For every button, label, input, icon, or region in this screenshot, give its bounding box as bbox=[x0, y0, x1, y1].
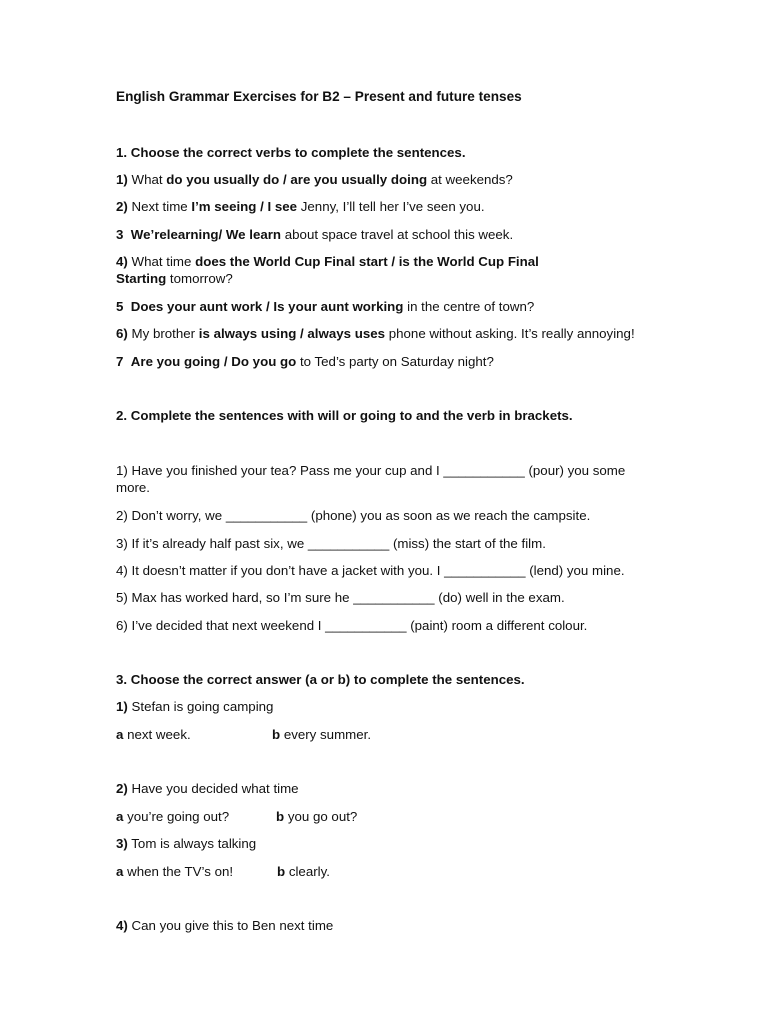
exercise-2-heading: 2. Complete the sentences with will or going to and the verb in brackets. bbox=[116, 408, 573, 423]
ex3-item-1-option-a: a next week. bbox=[116, 727, 191, 742]
ex3-item-2: 2) Have you decided what time bbox=[116, 781, 299, 796]
ex3-item-2-option-b: b you go out? bbox=[276, 809, 358, 824]
ex3-item-3: 3) Tom is always talking bbox=[116, 836, 257, 851]
ex3-item-4: 4) Can you give this to Ben next time bbox=[116, 918, 334, 933]
ex2-item-3: 3) If it’s already half past six, we ___________ (miss) the start of the film. bbox=[116, 536, 546, 551]
ex1-item-6: 6) My brother is always using / always uses phone without asking. It’s really annoying! bbox=[116, 326, 635, 341]
page-title: English Grammar Exercises for B2 – Present and future tenses bbox=[116, 89, 522, 104]
ex1-item-3: 3 We’relearning/ We learn about space travel at school this week. bbox=[116, 227, 514, 242]
ex2-item-6: 6) I’ve decided that next weekend I ___________ (paint) room a different colour. bbox=[116, 618, 588, 633]
ex2-item-2: 2) Don’t worry, we ___________ (phone) you as soon as we reach the campsite. bbox=[116, 508, 591, 523]
exercise-3-heading: 3. Choose the correct answer (a or b) to complete the sentences. bbox=[116, 672, 525, 687]
ex3-item-3-option-a: a when the TV’s on! bbox=[116, 864, 234, 879]
ex3-item-2-option-a: a you’re going out? bbox=[116, 809, 230, 824]
ex3-item-1: 1) Stefan is going camping bbox=[116, 699, 274, 714]
ex1-item-2: 2) Next time I’m seeing / I see Jenny, I’ll tell her I’ve seen you. bbox=[116, 199, 485, 214]
ex1-item-7: 7 Are you going / Do you go to Ted’s party on Saturday night? bbox=[116, 354, 494, 369]
ex3-item-1-option-b: b every summer. bbox=[272, 727, 372, 742]
ex1-item-4: 4) What time does the World Cup Final start / is the World Cup Final Starting tomorrow? bbox=[116, 254, 539, 286]
ex1-item-5: 5 Does your aunt work / Is your aunt working in the centre of town? bbox=[116, 299, 535, 314]
ex2-item-5: 5) Max has worked hard, so I’m sure he ___________ (do) well in the exam. bbox=[116, 590, 565, 605]
ex1-item-1: 1) What do you usually do / are you usually doing at weekends? bbox=[116, 172, 513, 187]
ex3-item-3-option-b: b clearly. bbox=[277, 864, 330, 879]
exercise-1-heading: 1. Choose the correct verbs to complete the sentences. bbox=[116, 145, 466, 160]
ex2-item-4: 4) It doesn’t matter if you don’t have a jacket with you. I ___________ (lend) you mine. bbox=[116, 563, 625, 578]
ex2-item-1: 1) Have you finished your tea? Pass me your cup and I ___________ (pour) you some more. bbox=[116, 463, 626, 495]
